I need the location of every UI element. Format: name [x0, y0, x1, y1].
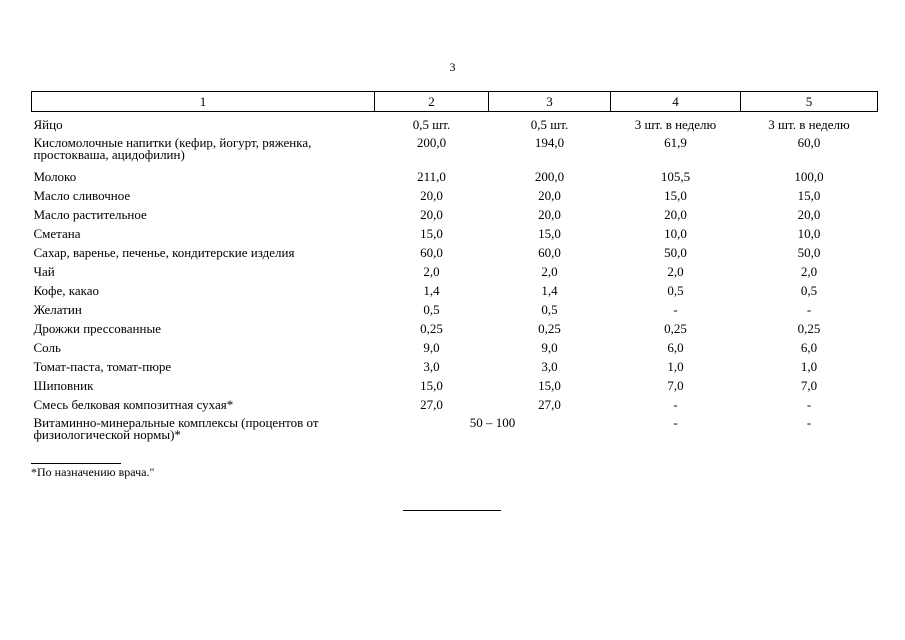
table-row: [32, 338, 878, 357]
value-col-4: 2,0: [667, 263, 684, 279]
value-col-5: -: [806, 301, 812, 317]
table-row: [32, 357, 878, 376]
table-row: [32, 134, 878, 167]
product-name: Сахар, варенье, печенье, кондитерские изделия: [33, 244, 295, 260]
product-name: Яйцо: [33, 117, 63, 132]
value-col-2: 200,0: [416, 134, 447, 150]
table-row: [32, 224, 878, 243]
value-col-5: 20,0: [797, 206, 821, 222]
product-name: Масло сливочное: [33, 187, 131, 203]
value-col-5: 50,0: [797, 244, 821, 260]
value-col-2-3-merged: 50 – 100: [469, 414, 516, 430]
value-col-2: 1,4: [423, 282, 440, 298]
value-col-5: 100,0: [794, 168, 824, 184]
value-col-5: 6,0: [800, 339, 818, 355]
value-col-2: 15,0: [420, 377, 443, 393]
value-col-5: 3 шт. в неделю: [768, 117, 850, 132]
value-col-3: 2,0: [541, 263, 558, 279]
table-row: [32, 243, 878, 262]
table-row: [32, 205, 878, 224]
value-col-3: 15,0: [538, 225, 561, 241]
table-body: [32, 112, 878, 447]
product-name: Молоко: [33, 168, 77, 184]
value-col-5: 1,0: [800, 358, 818, 374]
value-col-3: 27,0: [538, 396, 561, 412]
table-row: [32, 319, 878, 338]
column-header-4: 4: [611, 92, 741, 112]
value-col-2: 15,0: [420, 225, 443, 241]
value-col-4: 15,0: [664, 187, 687, 203]
column-header-5: 5: [741, 92, 878, 112]
table-row: [32, 281, 878, 300]
value-col-5: 0,5: [800, 282, 818, 298]
value-col-5: -: [806, 396, 812, 412]
table-row: [32, 376, 878, 395]
value-col-4: 10,0: [664, 225, 687, 241]
product-name: Шиповник: [33, 377, 94, 393]
value-col-2: 0,5: [423, 301, 440, 317]
value-col-5: 15,0: [797, 187, 821, 203]
value-col-4: 20,0: [664, 206, 687, 222]
product-name: Витаминно-минеральные комплексы (процентов от физиологической нормы)*: [33, 414, 319, 442]
product-name: Смесь белковая композитная сухая*: [33, 396, 234, 412]
value-col-4: -: [673, 396, 678, 412]
table-row: [32, 395, 878, 414]
value-col-4: -: [673, 414, 678, 430]
product-name: Сметана: [33, 225, 81, 241]
value-col-4: 105,5: [660, 168, 691, 184]
value-col-3: 20,0: [538, 206, 561, 222]
value-col-3: 15,0: [538, 377, 561, 393]
value-col-2: 20,0: [420, 206, 443, 222]
value-col-4: 3 шт. в неделю: [634, 117, 717, 132]
product-name: Кисломолочные напитки (кефир, йогурт, ряженка, простокваша, ацидофилин): [33, 134, 312, 162]
footnote-text: *По назначению врача.": [31, 465, 155, 479]
value-col-3: 194,0: [534, 134, 565, 150]
value-col-3: 3,0: [541, 358, 558, 374]
value-col-3: 20,0: [538, 187, 561, 203]
value-col-5: 0,25: [797, 320, 821, 336]
table-row: [32, 262, 878, 281]
value-col-5: 10,0: [797, 225, 821, 241]
value-col-2: 0,25: [420, 320, 443, 336]
value-col-4: 7,0: [667, 377, 684, 393]
product-name: Масло растительное: [33, 206, 147, 222]
value-col-3: 200,0: [534, 168, 565, 184]
value-col-3: 0,5: [541, 301, 558, 317]
page-number: 3: [449, 60, 456, 74]
product-name: Чай: [33, 263, 55, 279]
value-col-4: -: [673, 301, 678, 317]
value-col-5: 2,0: [800, 263, 818, 279]
value-col-2: 27,0: [420, 396, 443, 412]
value-col-2: 60,0: [420, 244, 443, 260]
value-col-4: 1,0: [667, 358, 684, 374]
value-col-3: 0,25: [538, 320, 561, 336]
value-col-2: 2,0: [423, 263, 440, 279]
value-col-4: 61,9: [664, 134, 687, 150]
value-col-2: 0,5 шт.: [412, 117, 451, 132]
column-header-2: 2: [375, 92, 489, 112]
value-col-4: 0,25: [664, 320, 687, 336]
product-name: Кофе, какао: [33, 282, 99, 298]
value-col-2: 20,0: [420, 187, 443, 203]
column-header-3: 3: [489, 92, 611, 112]
value-col-2: 9,0: [423, 339, 440, 355]
nutrition-table: [31, 91, 878, 447]
value-col-3: 9,0: [541, 339, 558, 355]
nutrition-table-wrapper: [31, 91, 877, 447]
table-row: [32, 112, 878, 134]
column-header-1: 1: [32, 92, 375, 112]
value-col-5: 7,0: [800, 377, 818, 393]
value-col-2: 3,0: [423, 358, 440, 374]
table-row: [32, 186, 878, 205]
product-name: Соль: [33, 339, 61, 355]
product-name: Томат-паста, томат-пюре: [33, 358, 172, 374]
value-col-3: 60,0: [538, 244, 561, 260]
value-col-4: 50,0: [664, 244, 687, 260]
value-col-3: 1,4: [541, 282, 558, 298]
table-row: [32, 167, 878, 186]
value-col-4: 6,0: [667, 339, 684, 355]
product-name: Желатин: [33, 301, 82, 317]
product-name: Дрожжи прессованные: [33, 320, 161, 336]
value-col-3: 0,5 шт.: [530, 117, 569, 132]
value-col-5: -: [806, 414, 812, 430]
value-col-5: 60,0: [797, 134, 821, 150]
value-col-4: 0,5: [667, 282, 684, 298]
value-col-2: 211,0: [417, 168, 446, 184]
footnote-divider: [31, 463, 121, 464]
table-row-vitamins: [32, 414, 878, 447]
table-header-row: [32, 92, 878, 112]
table-row: [32, 300, 878, 319]
end-of-document-rule: [403, 510, 501, 511]
